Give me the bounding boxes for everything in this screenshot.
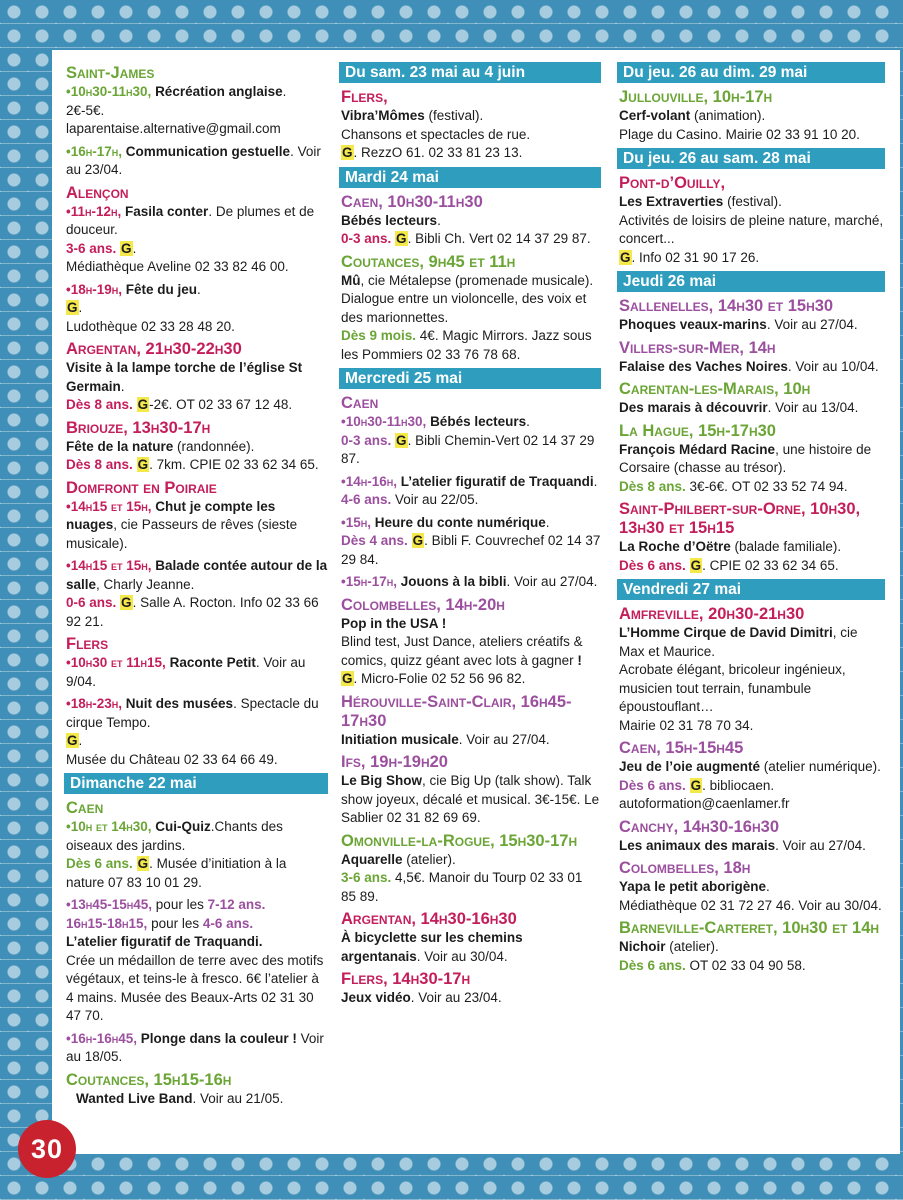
event-title: Cerf-volant: [619, 108, 691, 123]
event-time: •11h-12h,: [66, 203, 122, 219]
city-heading: Ifs, 19h-19h20: [341, 753, 448, 771]
event-text: (festival). Activités de loisirs de pleine nature, marché, concert...: [619, 194, 884, 246]
age-range: 0-3 ans.: [341, 432, 392, 448]
age-range: 4-6 ans.: [202, 915, 254, 931]
event-text: , Charly Jeanne.: [96, 576, 195, 592]
free-g-badge: G: [137, 397, 149, 412]
city-heading: Colombelles, 14h-20h: [341, 595, 505, 614]
event-text: .: [593, 473, 598, 489]
event-text: Voir au 18/05.: [66, 1030, 324, 1064]
event-entry: [66, 83, 328, 139]
event-text: . Bibli Ch. Vert 02 14 37 29 87.: [407, 231, 591, 246]
event-entry: [341, 473, 601, 510]
city-heading: Argentan, 21h30-22h30: [66, 340, 242, 358]
free-g-badge: G: [137, 457, 149, 472]
event-title: Wanted Live Band: [76, 1090, 193, 1106]
day-header: Mardi 24 mai: [339, 167, 601, 188]
event-text: (atelier).: [665, 939, 719, 954]
event-entry: [341, 851, 601, 907]
age-range: 0-3 ans.: [341, 231, 392, 246]
event-text: . Voir au 23/04.: [410, 990, 502, 1005]
event-title: Jeu de l’oie augmenté: [619, 759, 761, 774]
event-text: . CPIE 02 33 62 34 65.: [702, 557, 839, 573]
age-range: Dès 6 ans.: [66, 856, 133, 871]
event-text: . Voir au 27/04.: [458, 731, 550, 747]
event-text: . 2€-5€. laparentaise.alternative@gmail.com: [66, 84, 287, 136]
event-title: La Roche d’Oëtre: [619, 539, 731, 554]
city-heading: Caen, 10h30-11h30: [341, 192, 483, 211]
event-title: Visite à la lampe torche de l’église St Germain: [66, 360, 303, 394]
event-text: . Voir au 27/04.: [506, 574, 598, 589]
event-time: •10h30-11h30,: [341, 414, 427, 429]
event-time: •10h30 et 11h15,: [66, 655, 166, 670]
event-time: •18h-19h,: [66, 281, 123, 297]
event-entry: [66, 818, 328, 892]
city-heading: Argentan, 14h30-16h30: [341, 910, 517, 928]
event-text: (randonnée).: [173, 438, 255, 454]
age-range: Dès 4 ans.: [341, 533, 408, 548]
day-header: Du jeu. 26 au dim. 29 mai: [617, 62, 885, 83]
event-entry: [66, 498, 328, 554]
event-title: Communication gestuelle: [125, 143, 291, 159]
event-time: •18h-23h,: [66, 696, 123, 711]
event-title: Plonge dans la couleur !: [140, 1030, 297, 1046]
free-g-badge: G: [690, 777, 702, 793]
event-title: Fasila conter: [125, 203, 209, 219]
event-title: Fête de la nature: [66, 438, 174, 454]
event-text: (festival). Chansons et spectacles de rue.: [341, 108, 531, 142]
age-range: Dès 6 ans.: [619, 957, 686, 973]
event-entry: [341, 929, 601, 966]
event-entry: [619, 624, 885, 735]
age-range: Dès 6 ans.: [619, 557, 686, 573]
city-heading: Flers: [66, 635, 109, 653]
event-text: . Musée d’initiation à la nature 07 83 10 01 29.: [66, 856, 287, 890]
event-entry: [619, 107, 885, 144]
column-1: [66, 60, 328, 1112]
event-text: .: [197, 281, 201, 297]
city-heading: Caen: [66, 799, 104, 817]
age-range: Dès 8 ans.: [66, 397, 133, 412]
column-2: [341, 60, 601, 1012]
event-entry: [341, 615, 601, 689]
event-entry: [341, 772, 601, 828]
city-heading: Coutances, 15h15-16h: [66, 1070, 232, 1089]
event-text: pour les: [152, 897, 208, 912]
event-title: Bébés lecteurs: [430, 414, 527, 429]
age-range: Dès 8 ans.: [619, 478, 686, 494]
city-heading: Omonville-la-Rogue, 15h30-17h: [341, 831, 578, 850]
event-text: . Médiathèque 02 31 72 27 46. Voir au 30/04.: [619, 879, 882, 913]
free-g-badge: G: [412, 533, 424, 548]
age-range: Dès 6 ans.: [619, 777, 686, 793]
event-text: pour les: [147, 915, 203, 931]
event-text: . Spectacle du cirque Tempo.: [66, 696, 319, 730]
event-text: (balade familiale).: [730, 539, 842, 554]
event-text: . 7km. CPIE 02 33 62 34 65.: [149, 457, 319, 472]
event-text: . Voir au 9/04.: [66, 655, 306, 689]
event-text: . Voir au 13/04.: [767, 400, 859, 415]
event-entry: [619, 837, 885, 856]
event-text: , cie Max et Maurice. Acrobate élégant, bricoleur ingénieux, musicien tout terrain, funambule époustouflant… Mairie 02 31 78 70 34.: [619, 625, 858, 733]
event-entry: [619, 316, 885, 335]
event-text: , cie Passeurs de rêves (sieste musicale).: [66, 517, 298, 551]
event-text: . Ludothèque 02 33 28 48 20.: [66, 300, 235, 334]
city-heading: Sallenelles, 14h30 et 15h30: [619, 297, 834, 315]
event-title: Aquarelle: [341, 851, 403, 867]
event-entry: [66, 557, 328, 631]
event-text: .: [526, 414, 530, 429]
event-text: .: [120, 378, 125, 394]
event-title: Bébés lecteurs: [341, 212, 438, 228]
event-time: •14h15 et 15h,: [66, 558, 152, 573]
event-text: !: [577, 652, 582, 668]
city-heading: Flers,: [341, 88, 388, 106]
event-title: Vibra’Mômes: [341, 108, 425, 123]
age-range: 0-6 ans.: [66, 595, 117, 610]
city-heading: Canchy, 14h30-16h30: [619, 817, 779, 836]
event-entry: [66, 281, 328, 337]
event-title: L’atelier figuratif de Traquandi.: [66, 934, 263, 949]
event-title: L’atelier figuratif de Traquandi: [400, 473, 594, 489]
column-3: [619, 60, 885, 979]
free-g-badge: G: [396, 231, 407, 246]
event-entry: [619, 358, 885, 377]
event-text: . RezzO 61. 02 33 81 23 13.: [353, 145, 523, 160]
event-text: . Micro-Folie 02 52 56 96 82.: [353, 671, 526, 686]
event-entry: [619, 938, 885, 975]
city-heading: Carentan-les-Marais, 10h: [619, 380, 811, 398]
event-text: 4€. Magic Mirrors. Jazz sous les Pommiers 02 33 76 78 68.: [341, 328, 592, 362]
city-heading: Barneville-Carteret, 10h30 et 14h: [619, 919, 880, 937]
city-heading: Pont-d’Ouilly,: [619, 174, 726, 192]
event-entry: [341, 731, 601, 750]
event-text: . Info 02 31 90 17 26.: [631, 249, 760, 265]
event-text: (atelier numérique).: [760, 759, 881, 774]
event-entry: [619, 193, 885, 267]
event-time: •16h-17h,: [66, 143, 123, 159]
event-entry: [66, 203, 328, 277]
event-entry: [341, 272, 601, 365]
event-text: .: [437, 212, 441, 228]
event-text: . Bibli F. Couvrechef 02 14 37 29 84.: [341, 533, 601, 567]
event-text: -2€. OT 02 33 67 12 48.: [149, 397, 293, 412]
event-entry: [66, 695, 328, 769]
event-text: 4,5€. Manoir du Tourp 02 33 01 85 89.: [341, 870, 583, 904]
event-title: Jouons à la bibli: [400, 574, 507, 589]
age-range: 7-12 ans.: [207, 897, 266, 912]
event-entry: [66, 896, 328, 1026]
event-time: •10h et 14h30,: [66, 819, 152, 834]
event-text: (animation). Plage du Casino. Mairie 02 33 91 10 20.: [619, 108, 860, 142]
event-text: Blind test, Just Dance, ateliers créatifs & comics, quizz géant avec lots à gagner: [341, 634, 583, 668]
event-title: Nichoir: [619, 939, 666, 954]
event-text: . Voir au 27/04.: [775, 837, 866, 853]
event-entry: [619, 441, 885, 497]
event-text: Voir au 22/05.: [391, 492, 479, 507]
event-entry: [341, 107, 601, 163]
event-entry: [341, 514, 601, 570]
city-heading: Briouze, 13h30-17h: [66, 418, 211, 437]
event-time: •14h-16h,: [341, 473, 398, 489]
event-title: Yapa le petit aborigène: [619, 879, 767, 894]
city-heading: Hérouville-Saint-Clair, 16h45-17h30: [341, 692, 572, 730]
day-header: Du jeu. 26 au sam. 28 mai: [617, 148, 885, 169]
free-g-badge: G: [121, 240, 132, 256]
event-entry: [66, 143, 328, 180]
event-text: OT 02 33 04 90 58.: [685, 957, 806, 973]
event-time: •10h30-11h30,: [66, 84, 152, 99]
free-g-badge: G: [690, 557, 702, 573]
event-text: . Voir au 21/05.: [192, 1090, 284, 1106]
day-header: Mercredi 25 mai: [339, 368, 601, 389]
day-header: Jeudi 26 mai: [617, 271, 885, 292]
event-entry: [66, 654, 328, 691]
event-text: . Médiathèque Aveline 02 33 82 46 00.: [66, 240, 289, 274]
event-text: .: [545, 514, 550, 530]
free-g-badge: G: [67, 733, 78, 748]
event-time: •15h,: [341, 514, 371, 530]
event-text: . Voir au 23/04.: [66, 143, 321, 177]
event-entry: [619, 538, 885, 575]
event-time: •16h-16h45,: [66, 1030, 138, 1046]
event-text: . Voir au 27/04.: [766, 317, 858, 332]
event-title: Les Extraverties: [619, 194, 724, 209]
event-entry: [619, 399, 885, 418]
city-heading: Caen: [341, 394, 379, 412]
event-text: . De plumes et de douceur.: [66, 203, 315, 237]
free-g-badge: G: [396, 432, 407, 448]
city-heading: Caen, 15h-15h45: [619, 739, 744, 757]
event-text: . bibliocaen. autoformation@caenlamer.fr: [619, 777, 790, 811]
event-title: Jeux vidéo: [341, 990, 411, 1005]
event-entry: [619, 758, 885, 814]
event-title: Initiation musicale: [341, 731, 459, 747]
event-text: . Voir au 10/04.: [787, 358, 879, 374]
event-title: Nuit des musées: [125, 696, 234, 711]
city-heading: Alençon: [66, 183, 129, 202]
event-title: Les animaux des marais: [619, 837, 776, 853]
free-g-badge: G: [67, 300, 78, 315]
event-title: Falaise des Vaches Noires: [619, 358, 788, 374]
event-text: , cie Métalepse (promenade musicale). Dialogue entre un violoncelle, des voix et des marionnettes.: [341, 272, 594, 325]
event-text: , une histoire de Corsaire (chasse au trésor).: [619, 441, 872, 475]
event-entry: [341, 989, 601, 1008]
age-range: Dès 9 mois.: [341, 328, 417, 343]
age-range: Dès 8 ans.: [66, 457, 133, 472]
event-time: •15h-17h,: [341, 574, 398, 589]
free-g-badge: G: [342, 671, 353, 686]
city-heading: Jullouville, 10h-17h: [619, 88, 773, 106]
event-title: Mû: [341, 272, 361, 288]
city-heading: Villers-sur-Mer, 14h: [619, 338, 776, 357]
event-entry: [66, 1030, 328, 1067]
free-g-badge: G: [137, 856, 149, 871]
event-entry: [341, 212, 601, 249]
event-title: Récréation anglaise: [155, 84, 283, 99]
event-text: . Musée du Château 02 33 64 66 49.: [66, 733, 278, 767]
event-text: .Chants des oiseaux des jardins.: [66, 819, 283, 853]
day-header: Dimanche 22 mai: [64, 773, 328, 794]
free-g-badge: G: [121, 595, 132, 610]
event-entry: [341, 573, 601, 592]
city-heading: La Hague, 15h-17h30: [619, 421, 776, 440]
agenda-page: [52, 50, 900, 1154]
event-title: Phoques veaux-marins: [619, 317, 767, 332]
day-header: Du sam. 23 mai au 4 juin: [339, 62, 601, 83]
event-entry: [66, 1090, 328, 1109]
event-title: Fête du jeu: [125, 281, 198, 297]
event-text: (atelier).: [402, 851, 456, 867]
event-text: . Salle A. Rocton. Info 02 33 66 92 21.: [66, 595, 319, 629]
event-entry: [66, 438, 328, 475]
event-title: Cui-Quiz: [155, 819, 211, 834]
event-title: Heure du conte numérique: [374, 514, 546, 530]
city-heading: Colombelles, 18h: [619, 859, 751, 877]
age-range: 3-6 ans.: [341, 870, 392, 885]
event-text: . Voir au 30/04.: [416, 948, 508, 964]
event-text: , cie Big Up (talk show). Talk show joyeux, décalé et musical. 3€-15€. Le Sablier 02 31 82 69 69.: [341, 773, 600, 825]
event-title: Le Big Show: [341, 773, 422, 788]
city-heading: Flers, 14h30-17h: [341, 970, 471, 988]
city-heading: Saint-Philbert-sur-Orne, 10h30, 13h30 et 15h15: [619, 500, 861, 537]
city-heading: Coutances, 9h45 et 11h: [341, 252, 516, 271]
age-range: 3-6 ans.: [66, 240, 117, 256]
event-title: Chut je compte les nuages: [66, 498, 276, 532]
event-title: Raconte Petit: [169, 655, 256, 670]
event-text: . Bibli Chemin-Vert 02 14 37 29 87.: [341, 432, 595, 466]
event-title: Balade contée autour de la salle: [66, 558, 328, 592]
event-title: Des marais à découvrir: [619, 400, 768, 415]
free-g-badge: G: [342, 145, 353, 160]
event-entry: [66, 359, 328, 415]
event-title: François Médard Racine: [619, 441, 776, 457]
page-number: 30: [18, 1120, 76, 1178]
city-heading: Domfront en Poiraie: [66, 478, 217, 497]
day-header: Vendredi 27 mai: [617, 579, 885, 600]
event-time: •13h45-15h45,: [66, 897, 153, 912]
event-title: À bicyclette sur les chemins argentanais: [341, 930, 523, 964]
age-range: 4-6 ans.: [341, 492, 392, 507]
event-text: Crée un médaillon de terre avec des motifs végétaux, et teins-le à fresco. 6€ l’atelier à 4 mains. Musée des Beaux-Arts 02 31 30 47 70.: [66, 952, 324, 1023]
event-time: •14h15 et 15h,: [66, 498, 152, 514]
city-heading: Saint-James: [66, 64, 155, 82]
event-title: L’Homme Cirque de David Dimitri: [619, 625, 833, 640]
event-entry: [619, 878, 885, 915]
event-entry: [341, 413, 601, 469]
free-g-badge: G: [620, 249, 631, 265]
event-text: 3€-6€. OT 02 33 52 74 94.: [685, 478, 848, 494]
city-heading: Amfreville, 20h30-21h30: [619, 605, 805, 623]
event-title: Pop in the USA !: [341, 615, 447, 631]
event-time: 16h15-18h15,: [66, 915, 148, 931]
